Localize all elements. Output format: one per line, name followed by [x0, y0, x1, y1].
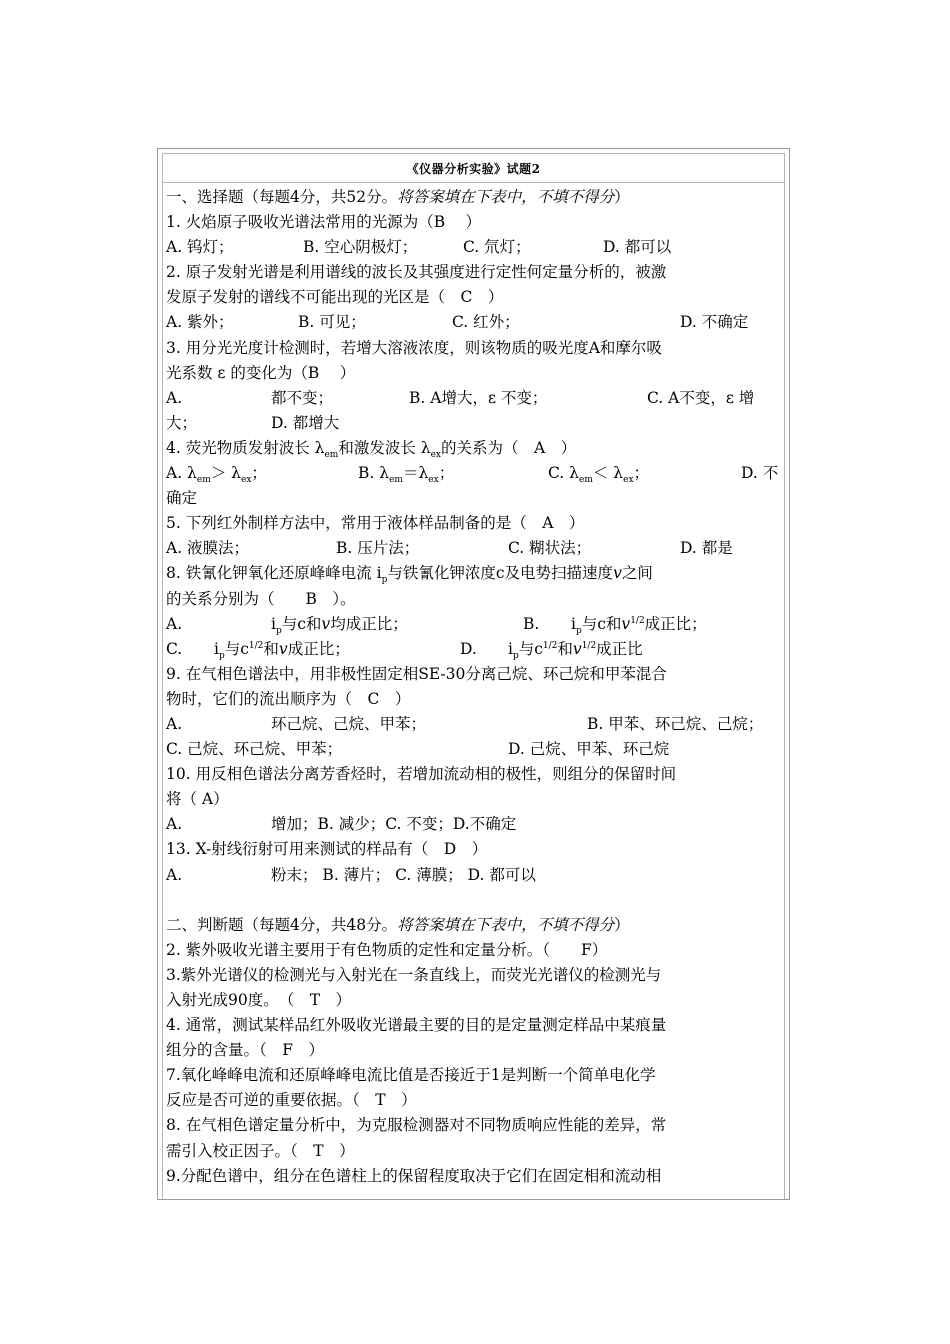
- q1-stem: 1. 火焰原子吸收光谱法常用的光源为（B ）: [166, 213, 482, 232]
- q4-stem: 4. 荧光物质发射波长 $\lambda_{em}$和激发波长 $\lambda_{ex}$的关系为（ A ）: [166, 438, 577, 461]
- j3-line-1: 3.紫外光谱仪的检测光与入射光在一条直线上，而荧光光谱仪的检测光与: [166, 965, 662, 984]
- q3-options: A. 都不变； B. A增大，ε 不变； C. A不变，ε 增: [166, 388, 755, 407]
- spacer: [166, 888, 784, 913]
- q10-options: A. 增加；B. 减少；C. 不变；D.不确定: [166, 815, 517, 834]
- page-title: 《仪器分析实验》试题2: [163, 154, 784, 183]
- q2-stem-2: 发原子发射的谱线不可能出现的光区是（ C ）: [166, 288, 504, 307]
- q1-options: A. 钨灯； B. 空心阴极灯； C. 氘灯； D. 都可以: [166, 238, 672, 257]
- q8-stem-2: 的关系分别为（ B ）。: [166, 589, 356, 608]
- table-cell: [162, 153, 785, 1199]
- q10-stem-2: 将（ A）: [166, 790, 229, 809]
- q3-options-cont: 大； D. 都增大: [166, 413, 340, 432]
- q13-stem: 13. X-射线衍射可用来测试的样品有（ D ）: [166, 840, 488, 859]
- j4-line-1: 4. 通常，测试某样品红外吸收光谱最主要的目的是定量测定样品中某痕量: [166, 1016, 667, 1035]
- q9-options-ab: A. 环己烷、己烷、甲苯； B. 甲苯、环己烷、己烷；: [166, 714, 764, 733]
- q2-options: A. 紫外； B. 可见； C. 红外； D. 不确定: [166, 313, 749, 332]
- q8-options-ab: A. $i_p$与c和v均成正比； B. $i_p$与c和$v^{1/2}$成正比；: [166, 614, 707, 636]
- q9-options-cd: C. 己烷、环己烷、甲苯； D. 己烷、甲苯、环己烷: [166, 740, 670, 759]
- j7-line-2: 反应是否可逆的重要依据。（ T ）: [166, 1091, 417, 1110]
- q2-stem-1: 2. 原子发射光谱是利用谱线的波长及其强度进行定性何定量分析的，被激: [166, 263, 667, 282]
- q10-stem-1: 10. 用反相色谱法分离芳香烃时，若增加流动相的极性，则组分的保留时间: [166, 765, 677, 784]
- q3-stem-1: 3. 用分光光度计检测时，若增大溶液浓度，则该物质的吸光度A和摩尔吸: [166, 338, 662, 357]
- q9-stem-1: 9. 在气相色谱法中，用非极性固定相SE-30分离己烷、环己烷和甲苯混合: [166, 664, 667, 683]
- j8-line-2: 需引入校正因子。（ T ）: [166, 1141, 355, 1160]
- j4-line-2: 组分的含量。（ F ）: [166, 1041, 325, 1060]
- j3-line-2: 入射光成90度。 （ T ）: [166, 991, 352, 1009]
- section2-heading: 二、判断题（每题4分，共48分。将答案填在下表中，不填不得分）: [166, 915, 630, 934]
- document-frame: [157, 148, 790, 1200]
- q4-options-cont: 确定: [166, 489, 198, 508]
- q13-options: A. 粉末； B. 薄片； C. 薄膜； D. 都可以: [166, 865, 536, 884]
- q5-stem: 5. 下列红外制样方法中，常用于液体样品制备的是（ A ）: [166, 514, 585, 533]
- j8-line-1: 8. 在气相色谱定量分析中，为克服检测器对不同物质响应性能的差异，常: [166, 1116, 667, 1135]
- q8-options-cd: C. $i_p$与$c^{1/2}$和v成正比； D. $i_p$与$c^{1/2}$和$v^{1/2}$成正比: [166, 639, 643, 661]
- j9-line-1: 9.分配色谱中，组分在色谱柱上的保留程度取决于它们在固定相和流动相: [166, 1166, 662, 1185]
- q5-options: A. 液膜法； B. 压片法； C. 糊状法； D. 都是: [166, 539, 733, 558]
- j2: 2. 紫外吸收光谱主要用于有色物质的定性和定量分析。（ F）: [166, 940, 608, 959]
- j7-line-1: 7.氧化峰峰电流和还原峰峰电流比值是否接近于1是判断一个简单电化学: [166, 1066, 656, 1085]
- section1-heading: 一、选择题（每题4分，共52分。将答案填在下表中，不填不得分）: [166, 188, 630, 206]
- q8-stem-1: 8. 铁氰化钾氧化还原峰峰电流 $i_p$与铁氰化钾浓度c及电势扫描速度v之间: [166, 564, 653, 586]
- q3-stem-2: 光系数 ε 的变化为（B ）: [166, 363, 356, 382]
- exam-content: [163, 183, 784, 1189]
- q9-stem-2: 物时，它们的流出顺序为（ C ）: [166, 689, 411, 708]
- q4-options: A. $\lambda_{em}> \lambda_{ex}$； B. $\lambda_{em}=\lambda_{ex}$； C. $\lambda_{em}< \lambda_{ex}$； D. 不: [166, 464, 779, 486]
